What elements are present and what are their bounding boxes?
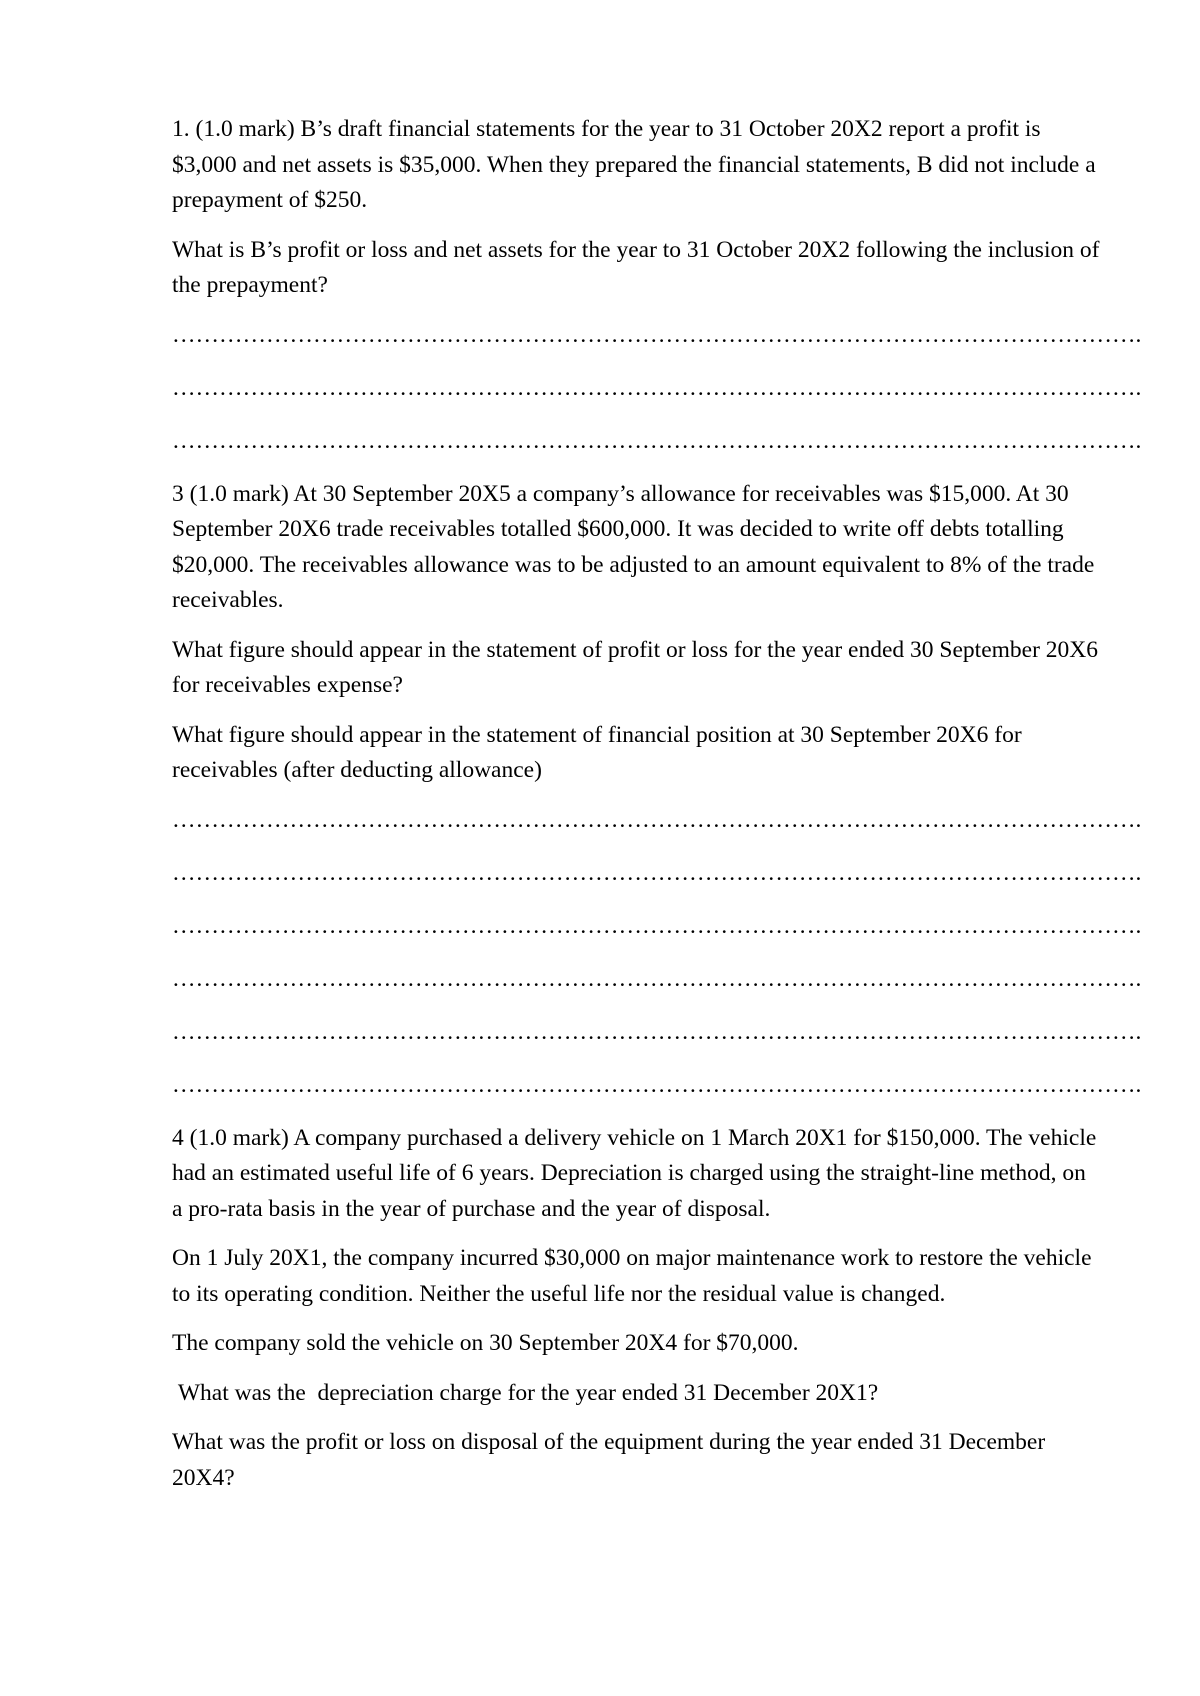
question-3-text: 3 (1.0 mark) At 30 September 20X5 a company’s allowance for receivables was $15,000. At 30 September 20X6 trade receivables totalled $600,000. It was decided to write off debts totalling $20,000. The receivables allowance was to be adjusted to an amount equivalent to 8% of the trade receivables.: [172, 480, 1095, 613]
answer-line: …………………………………………………………………………………………………………….: [172, 859, 1142, 886]
answer-line: …………………………………………………………………………………………………………….: [172, 1018, 1142, 1045]
answer-line: …………………………………………………………………………………………………………….: [172, 321, 1142, 348]
answer-line: …………………………………………………………………………………………………………….: [172, 965, 1142, 992]
question-1-prompt: What is B’s profit or loss and net assets for the year to 31 October 20X2 following the inclusion of the prepayment?: [172, 236, 1100, 298]
answer-line: …………………………………………………………………………………………………………….: [172, 427, 1142, 454]
question-4-maintenance: On 1 July 20X1, the company incurred $30,000 on major maintenance work to restore the vehicle to its operating condition. Neither the useful life nor the residual value is changed.: [172, 1245, 1092, 1307]
answer-line: …………………………………………………………………………………………………………….: [172, 806, 1142, 833]
question-3: [172, 477, 1142, 1104]
question-4-prompt-depreciation: What was the depreciation charge for the year ended 31 December 20X1?: [172, 1379, 879, 1406]
question-4-prompt-disposal: What was the profit or loss on disposal of the equipment during the year ended 31 December 20X4?: [172, 1429, 1046, 1491]
answer-line: …………………………………………………………………………………………………………….: [172, 912, 1142, 939]
question-1: [172, 112, 1142, 459]
question-3-prompt-expense: What figure should appear in the statement of profit or loss for the year ended 30 September 20X6 for receivables expense?: [172, 636, 1099, 698]
question-4: [172, 1121, 1102, 1497]
question-4-text: 4 (1.0 mark) A company purchased a delivery vehicle on 1 March 20X1 for $150,000. The vehicle had an estimated useful life of 6 years. Depreciation is charged using the straight-line method, on a pro-rata basis in the year of purchase and the year of disposal.: [172, 1124, 1097, 1222]
question-4-sale: The company sold the vehicle on 30 September 20X4 for $70,000.: [172, 1330, 799, 1356]
question-3-answer-area: [172, 803, 1142, 1104]
question-1-answer-area: [172, 318, 1142, 460]
question-1-text: 1. (1.0 mark) B’s draft financial statements for the year to 31 October 20X2 report a profit is $3,000 and net assets is $35,000. When they prepared the financial statements, B did not include a prepayment of $250.: [172, 116, 1096, 213]
answer-line: …………………………………………………………………………………………………………….: [172, 374, 1142, 401]
document-page: [172, 112, 1142, 1510]
question-3-prompt-receivables: What figure should appear in the statement of financial position at 30 September 20X6 for receivables (after deducting allowance): [172, 721, 1022, 783]
answer-line: …………………………………………………………………………………………………………….: [172, 1071, 1142, 1098]
